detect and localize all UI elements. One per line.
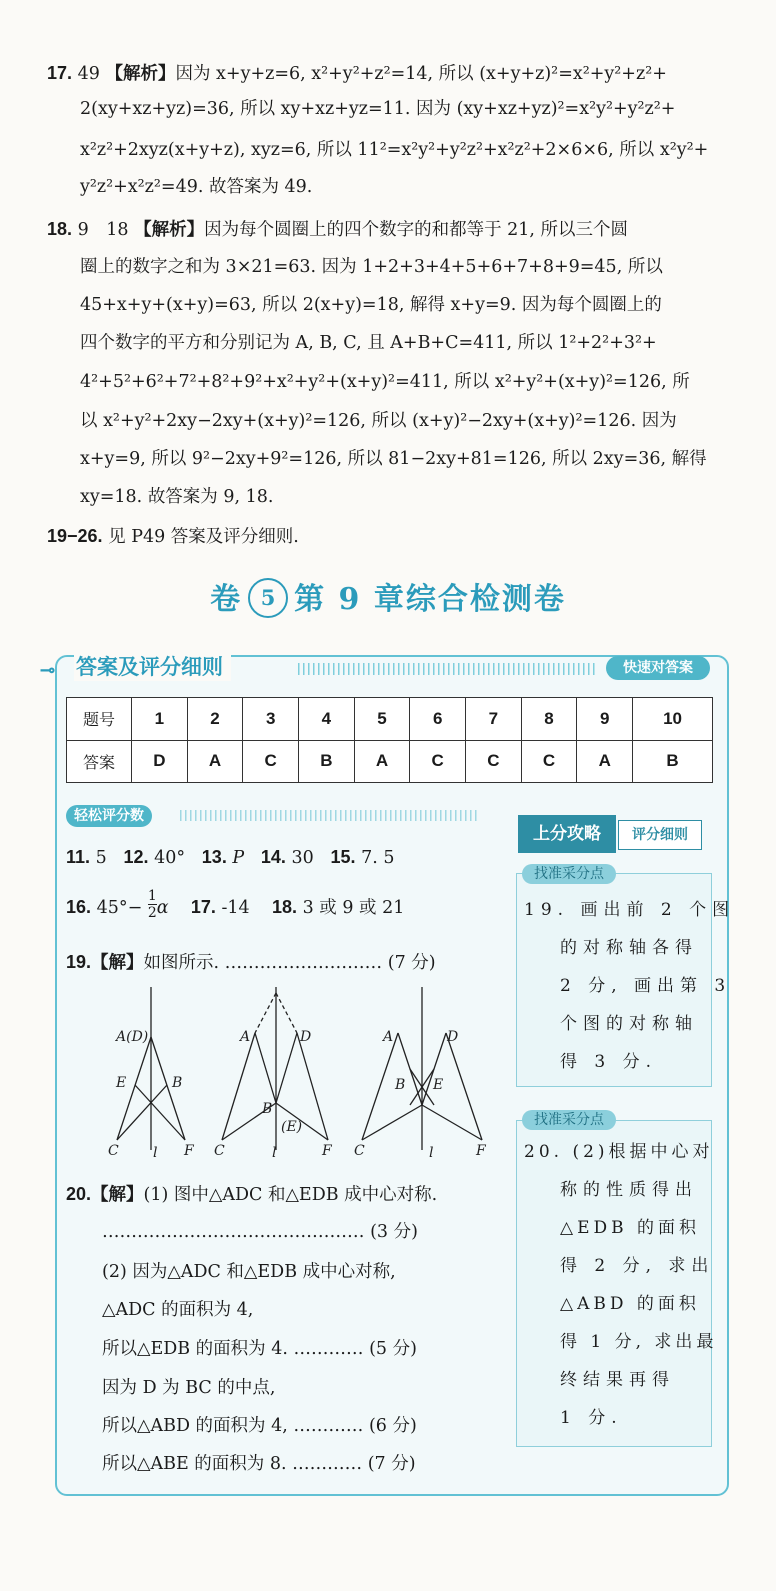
f3-label-l: l	[429, 1145, 434, 1161]
box19-line: 得 3 分.	[560, 1052, 658, 1072]
box20-line: 得 1 分, 求出最	[560, 1332, 718, 1352]
figure-1	[117, 987, 185, 1150]
q20-line6: 因为 D 为 BC 的中点,	[102, 1378, 276, 1398]
q11-answer: 5	[95, 848, 107, 868]
q20-line1: (1) 图中△ADC 和△EDB 成中心对称.	[143, 1185, 438, 1205]
q18-line3: 45+x+y+(x+y)=63, 所以 2(x+y)=18, 解得 x+y=9. 因为每个圆圈上的	[80, 295, 662, 315]
q18b-answer: 3 或 9 或 21	[302, 898, 405, 918]
q17-number: 17.	[47, 63, 73, 83]
q18-line8: xy=18. 故答案为 9, 18.	[80, 487, 274, 507]
table-cell: 1	[132, 698, 188, 741]
key-icon: ⊸	[40, 660, 56, 681]
fill-answers-line2	[66, 888, 405, 921]
q16-number: 16.	[66, 897, 92, 917]
table-cell: 8	[521, 698, 577, 741]
f1-label-C: C	[108, 1143, 119, 1159]
q12-answer: 40°	[154, 848, 186, 868]
q17-line1: 因为 x+y+z=6, x²+y²+z²=14, 所以 (x+y+z)²=x²+y²+z²+	[175, 64, 667, 84]
table-cell: 5	[354, 698, 410, 741]
q17b-number: 17.	[190, 897, 216, 917]
table-cell: C	[466, 740, 522, 783]
table-cell: C	[410, 740, 466, 783]
q13-number: 13.	[201, 847, 227, 867]
table-cell: B	[633, 740, 713, 783]
f3-label-D: D	[447, 1029, 459, 1045]
q13-answer: P	[232, 848, 245, 868]
q20-score-1: (3 分)	[370, 1222, 418, 1242]
easy-score-label: 轻松评分数	[66, 805, 152, 827]
q19-26-text: 见 P49 答案及评分细则.	[108, 527, 299, 547]
f1-label-B: B	[172, 1075, 183, 1091]
section-title	[0, 574, 776, 618]
box20-line: △ABD 的面积	[560, 1294, 700, 1314]
q20-score-2: (5 分)	[369, 1339, 417, 1359]
strategy-title: 上分攻略	[518, 815, 616, 853]
box20-line: 得 2 分, 求出	[560, 1256, 715, 1276]
fill-answers-line1	[66, 845, 395, 870]
figure-3	[362, 987, 482, 1150]
table-cell: 2	[187, 698, 243, 741]
strategy-header	[518, 815, 704, 853]
q18-number: 18.	[47, 219, 73, 239]
section-number-circle: 5	[248, 578, 288, 618]
q20-line4: △ADC 的面积为 4,	[102, 1300, 254, 1320]
q19-tag: 【解】	[91, 953, 144, 973]
f1-label-l: l	[153, 1145, 158, 1161]
figure-2	[222, 987, 328, 1150]
q19-score: (7 分)	[387, 953, 436, 973]
answer-table	[66, 697, 713, 783]
row-label-number: 题号	[67, 698, 132, 741]
q16-fraction-den: 2	[147, 905, 157, 921]
q15-number: 15.	[330, 847, 356, 867]
q12-number: 12.	[123, 847, 149, 867]
q20-dots-2: …………	[293, 1339, 364, 1359]
q11-number: 11.	[66, 847, 91, 867]
f2-label-F: F	[322, 1143, 332, 1159]
table-cell: 7	[466, 698, 522, 741]
q18-line2: 圈上的数字之和为 3×21=63. 因为 1+2+3+4+5+6+7+8+9=45, 所以	[80, 257, 663, 277]
answer-panel-header: 答案及评分细则	[74, 651, 231, 681]
q18-line1: 因为每个圆圈上的四个数字的和都等于 21, 所以三个圆	[204, 220, 629, 240]
f2-label-A: A	[240, 1029, 251, 1045]
q20-dots-1: ………………………………………	[102, 1222, 365, 1242]
f2-label-D: D	[300, 1029, 312, 1045]
table-cell: 10	[633, 698, 713, 741]
f3-label-C: C	[354, 1143, 365, 1159]
table-cell: A	[577, 740, 633, 783]
q14-number: 14.	[260, 847, 286, 867]
table-row-answers	[67, 740, 713, 783]
scoring-detail-title: 评分细则	[618, 820, 702, 850]
box19-line: 2 分, 画出第 3	[560, 976, 732, 996]
table-cell: C	[521, 740, 577, 783]
f3-label-F: F	[476, 1143, 486, 1159]
symmetry-figures	[100, 985, 500, 1165]
f3-label-A: A	[383, 1029, 394, 1045]
f2-label-E: (E)	[281, 1119, 303, 1135]
scoring-box-20-label: 找准采分点	[522, 1110, 616, 1130]
easy-tick-decoration	[180, 810, 480, 821]
q17-answer: 49	[77, 64, 100, 84]
q20-line3: (2) 因为△ADC 和△EDB 成中心对称,	[102, 1262, 396, 1282]
q17-tag: 【解析】	[105, 64, 176, 84]
quick-answer-label: 快速对答案	[606, 656, 710, 680]
q17-line2: 2(xy+xz+yz)=36, 所以 xy+xz+yz=11. 因为 (xy+xz+yz)²=x²y²+y²z²+	[80, 99, 676, 119]
q17b-answer: -14	[221, 898, 250, 918]
table-cell: B	[299, 740, 355, 783]
section-title-main: 第 9 章综合检测卷	[294, 582, 566, 617]
f1-label-F: F	[184, 1143, 194, 1159]
q16-fraction	[148, 888, 157, 921]
q19-number: 19.	[66, 952, 92, 972]
q18-line5: 4²+5²+6²+7²+8²+9²+x²+y²+(x+y)²=411, 所以 x²+y²+(x+y)²=126, 所	[80, 372, 690, 392]
q18-tag: 【解析】	[134, 220, 205, 240]
f2-label-B: B	[262, 1101, 273, 1117]
scoring-box-20	[516, 1120, 715, 1447]
table-cell: C	[243, 740, 299, 783]
box19-line: 的对称轴各得	[560, 938, 698, 958]
section-title-pre: 卷	[210, 582, 243, 617]
q20-tag: 【解】	[91, 1185, 144, 1205]
q14-answer: 30	[291, 848, 314, 868]
q20-dots-4: …………	[292, 1454, 363, 1474]
f1-label-E: E	[116, 1075, 127, 1091]
q18-answer: 9 18	[77, 220, 129, 240]
scoring-box-19-label: 找准采分点	[522, 864, 616, 884]
box20-line: 20. (2)根据中心对	[524, 1142, 714, 1162]
box19-line: 个图的对称轴	[560, 1014, 698, 1034]
q20-line8: 所以△ABE 的面积为 8.	[102, 1454, 287, 1474]
table-cell: A	[354, 740, 410, 783]
q20-number: 20.	[66, 1184, 92, 1204]
box19-line: 19. 画出前 2 个图	[524, 900, 736, 920]
q20-line7: 所以△ABD 的面积为 4,	[102, 1416, 288, 1436]
table-row-numbers	[67, 698, 713, 741]
q18-line4: 四个数字的平方和分别记为 A, B, C, 且 A+B+C=411, 所以 1²+2²+3²+	[80, 333, 657, 353]
q20-score-4: (7 分)	[367, 1454, 416, 1474]
q19-text: 如图所示.	[143, 953, 220, 973]
q15-answer: 7. 5	[361, 848, 395, 868]
box20-line: 终结果再得	[560, 1370, 675, 1390]
q19-solution-head	[66, 950, 436, 975]
f2-label-C: C	[214, 1143, 225, 1159]
q18-line6: 以 x²+y²+2xy−2xy+(x+y)²=126, 所以 (x+y)²−2xy+(x+y)²=126. 因为	[80, 411, 677, 431]
box20-line: △EDB 的面积	[560, 1218, 701, 1238]
q20-line5: 所以△EDB 的面积为 4.	[102, 1339, 288, 1359]
q17-line4: y²z²+x²z²=49. 故答案为 49.	[80, 177, 313, 197]
box20-line: 称的性质得出	[560, 1180, 698, 1200]
row-label-answer: 答案	[67, 740, 132, 783]
q16-fraction-num: 1	[147, 888, 157, 904]
f3-label-B: B	[395, 1077, 406, 1093]
q19-dots: ………………………	[224, 953, 383, 973]
f3-label-E: E	[433, 1077, 444, 1093]
q18-line7: x+y=9, 所以 9²−2xy+9²=126, 所以 81−2xy+81=126, 所以 2xy=36, 解得	[80, 449, 707, 469]
q20-dots-3: …………	[293, 1416, 364, 1436]
q20-score-3: (6 分)	[368, 1416, 417, 1436]
q17-line3: x²z²+2xyz(x+y+z), xyz=6, 所以 11²=x²y²+y²z²+x²z²+2×6×6, 所以 x²y²+	[80, 140, 709, 160]
f1-label-AD: A(D)	[116, 1029, 149, 1045]
table-cell: D	[132, 740, 188, 783]
q16-answer-a: 45°−	[96, 898, 143, 918]
q18b-number: 18.	[271, 897, 297, 917]
box20-line: 1 分.	[560, 1408, 623, 1428]
table-cell: 4	[299, 698, 355, 741]
table-cell: 6	[410, 698, 466, 741]
q16-answer-b: α	[156, 898, 169, 918]
q19-26-number: 19−26.	[47, 526, 103, 546]
solution-19-26	[47, 524, 299, 549]
header-tick-decoration	[298, 663, 598, 675]
table-cell: 3	[243, 698, 299, 741]
f2-label-l: l	[272, 1145, 277, 1161]
table-cell: 9	[577, 698, 633, 741]
table-cell: A	[187, 740, 243, 783]
